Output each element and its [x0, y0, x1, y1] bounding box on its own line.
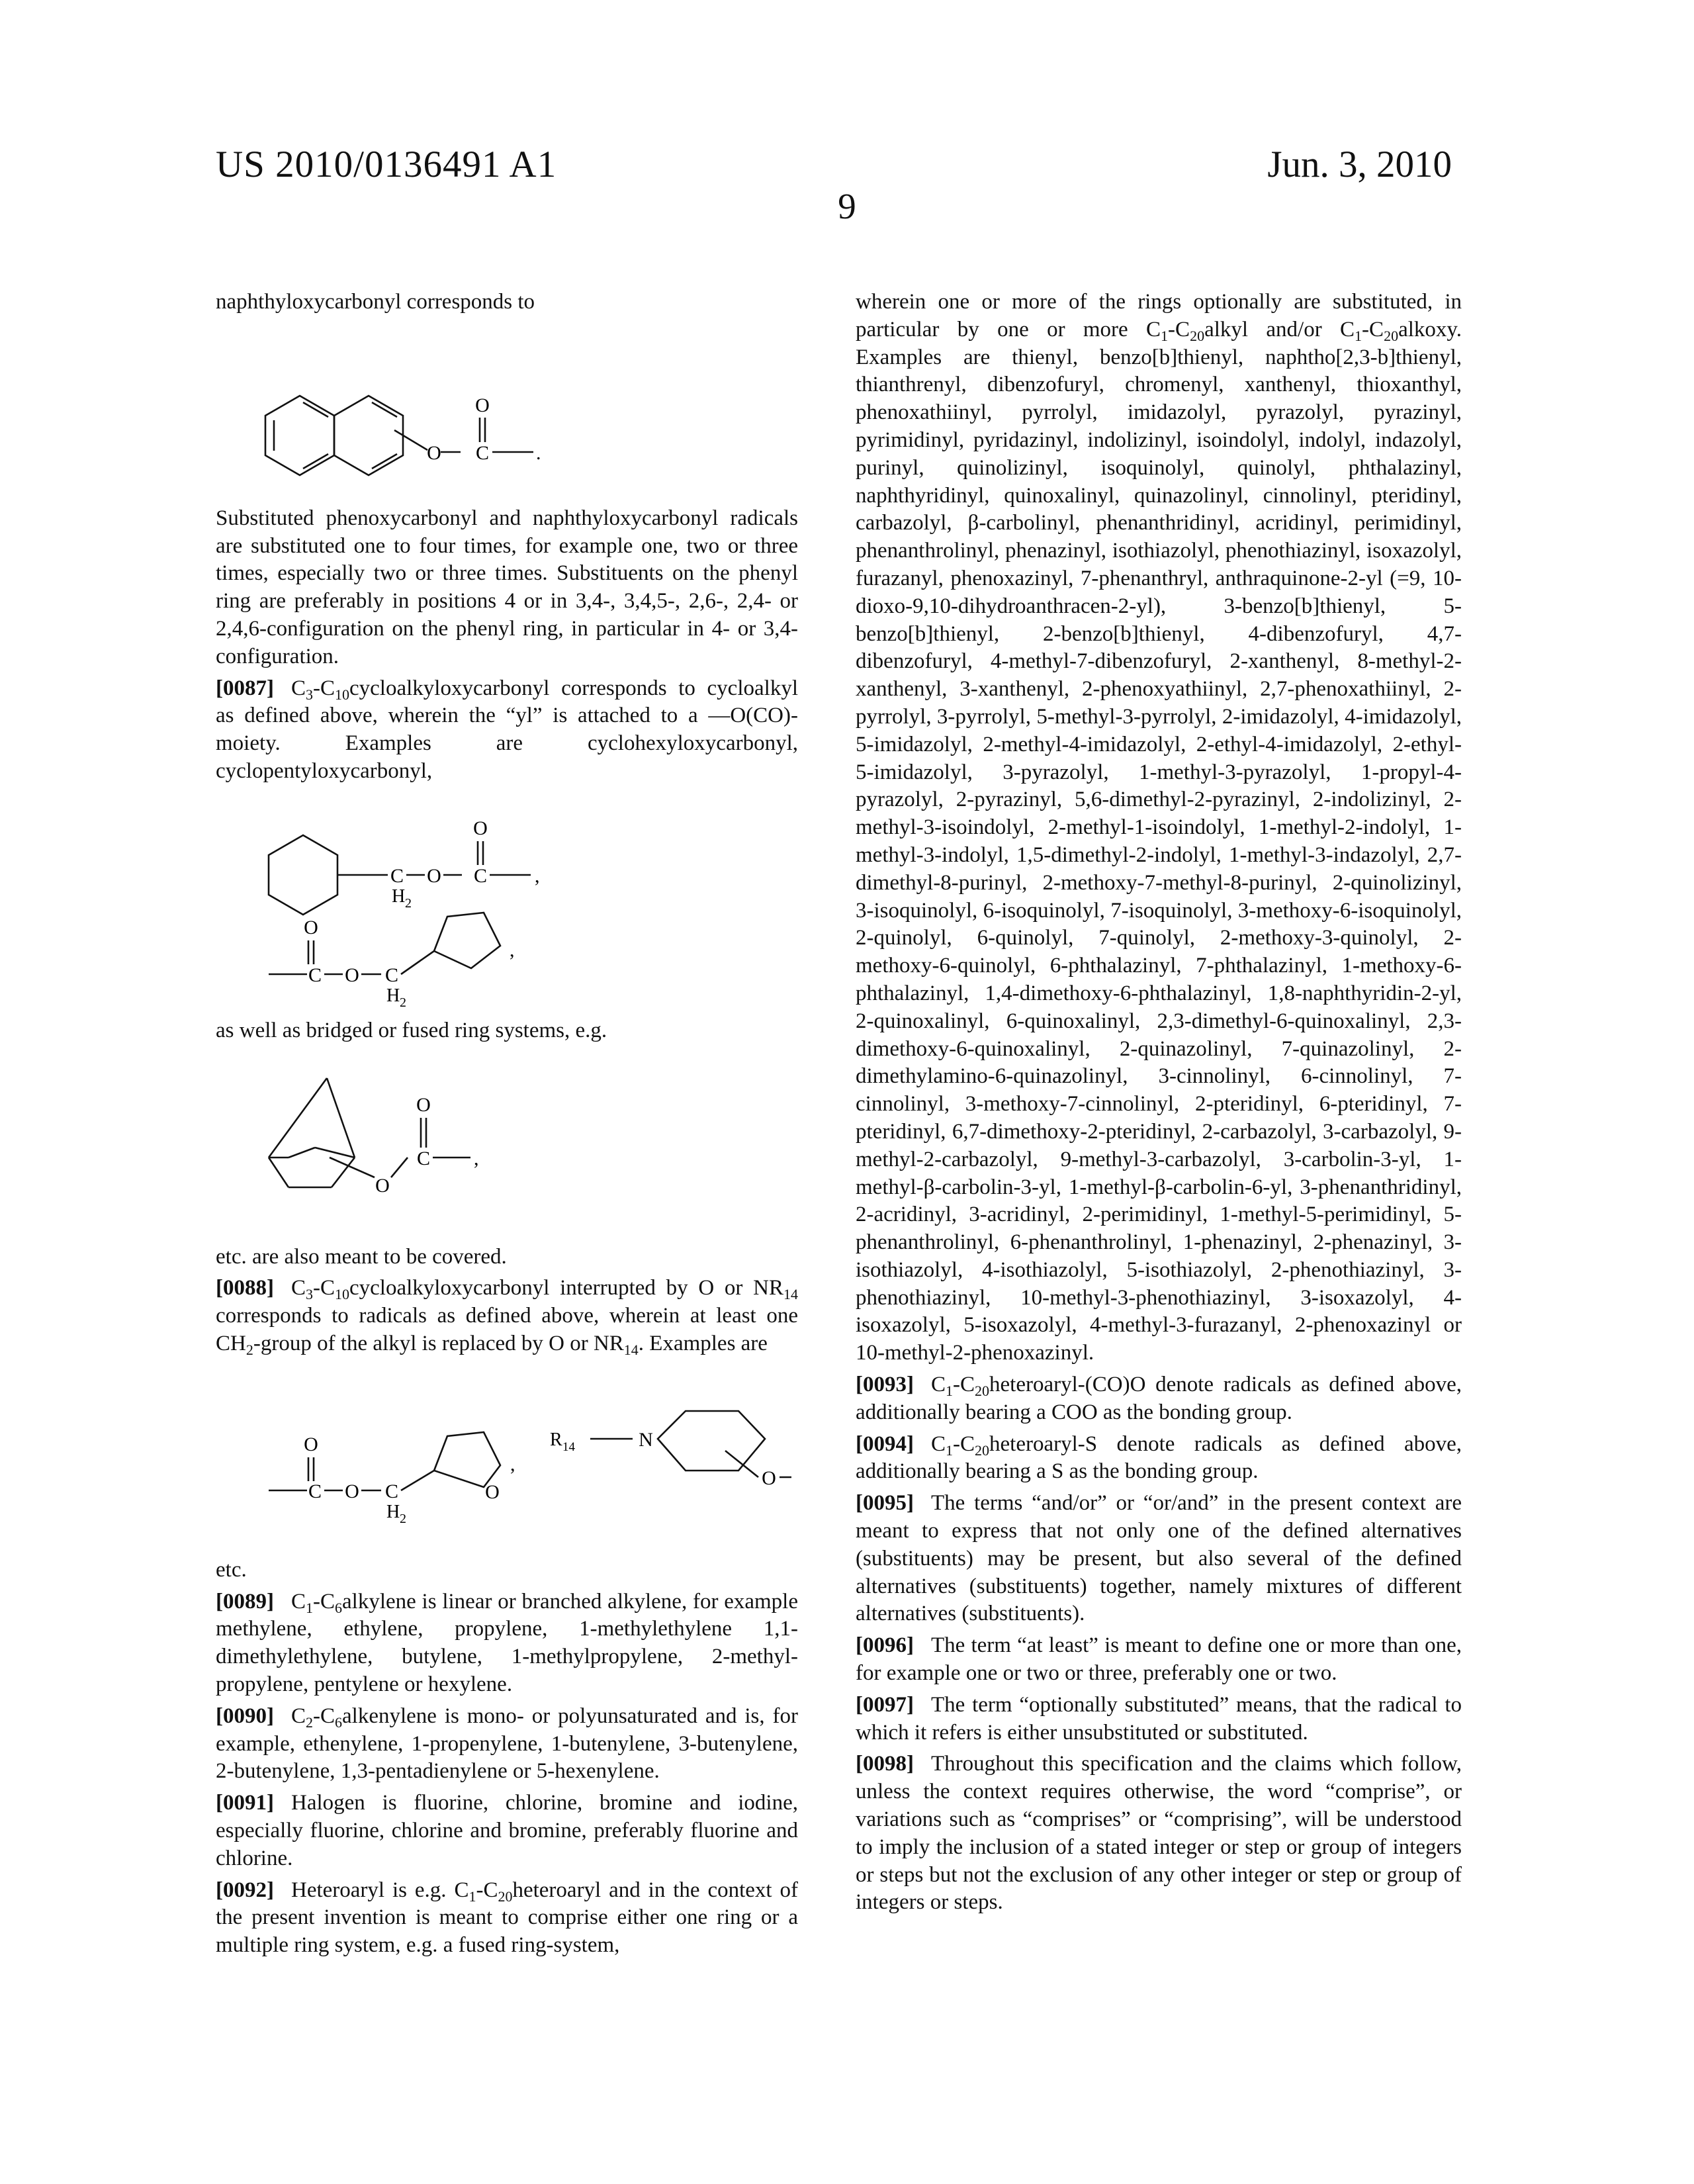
publication-date: Jun. 3, 2010: [1267, 143, 1452, 186]
ch2-sub: 2: [405, 896, 412, 911]
punct: ,: [474, 1148, 479, 1169]
paragraph-0089: [0089] C1-C6alkylene is linear or branched alkylene, for example methylene, ethylene, propylene, 1-methylethylene 1,1-dimethylethylene, butylene, 1-methylpropylene, 2-methyl-propylene, pentylene or hexylene.: [216, 1588, 798, 1699]
atom-o: O: [473, 817, 488, 839]
atom-c: C: [476, 442, 489, 464]
atom-c: C: [308, 1480, 322, 1502]
atom-c: C: [474, 865, 487, 887]
ch2-h: H: [386, 985, 400, 1006]
heterocyclic-oxycarbonyl-structures: [216, 1358, 798, 1557]
atom-c: C: [390, 865, 404, 887]
paragraph-0092: [0092] Heteroaryl is e.g. C1-C20heteroaryl and in the context of the present invention is meant to comprise either one ring or a multiple ring system, e.g. a fused ring-system,: [216, 1877, 798, 1960]
ch2-h: H: [386, 1502, 400, 1522]
cycloalkyloxycarbonyl-structures: [216, 786, 798, 1017]
paragraph-0097: [0097] The term “optionally substituted” means, that the radical to which it refers is either unsubstituted or substituted.: [856, 1692, 1462, 1747]
atom-o: O: [345, 1480, 359, 1502]
ch2-sub: 2: [400, 995, 406, 1010]
atom-c: C: [385, 1480, 398, 1502]
paragraph-0094: [0094] C1-C20heteroaryl-S denote radicals as defined above, additionally bearing a S as the bonding group.: [856, 1431, 1462, 1486]
atom-o: O: [304, 917, 318, 938]
bridged-ring-structure: [216, 1045, 798, 1244]
substituted-paragraph: Substituted phenoxycarbonyl and naphthyloxycarbonyl radicals are substituted one to four times, for example one, two or three times, especially two or three times. Substituents on the phenyl ring are preferably in positions 4 or in 3,4-, 3,4,5-, 2,6-, 2,4- or 2,4,6-configuration on the phenyl ring, in particular in 4- or 3,4-configuration.: [216, 505, 798, 671]
ch2-sub: 2: [400, 1512, 406, 1526]
naphthyloxycarbonyl-structure: [216, 316, 798, 505]
punct: ,: [535, 865, 540, 887]
r14-sub: 14: [562, 1440, 576, 1454]
paragraph-0095: [0095] The terms “and/or” or “or/and” in the present context are meant to express that not only one of the defined alternatives (substituents) may be present, but also several of the defined alternatives (substituents) together, namely mixtures of different alternatives (substituents).: [856, 1490, 1462, 1628]
atom-c: C: [385, 964, 398, 986]
bridged-intro: as well as bridged or fused ring systems, e.g.: [216, 1017, 798, 1045]
paragraph-0091: [0091] Halogen is fluorine, chlorine, bromine and iodine, especially fluorine, chlorine and bromine, preferably fluorine and chlorine.: [216, 1790, 798, 1872]
paragraph-0090: [0090] C2-C6alkenylene is mono- or polyunsaturated and is, for example, ethenylene, 1-propenylene, 1-butenylene, 3-butenylene, 2-butenylene, 1,3-pentadienylene or 5-hexenylene.: [216, 1703, 798, 1786]
r14-label: R: [550, 1430, 562, 1450]
page-number: 9: [0, 185, 1694, 227]
atom-c: C: [417, 1148, 430, 1169]
atom-o: O: [416, 1094, 431, 1116]
naphthyloxycarbonyl-intro: naphthyloxycarbonyl corresponds to: [216, 289, 798, 316]
left-column: [216, 289, 798, 1960]
punct: .: [536, 442, 541, 464]
paragraph-0098: [0098] Throughout this specification and the claims which follow, unless the context requires otherwise, the word “comprise”, or variations such as “comprises” or “comprising”, will be understood to imply the inclusion of a stated integer or step or group of integers or steps but not the exclusion of any other integer or step or group of integers or steps.: [856, 1751, 1462, 1917]
atom-n: N: [639, 1429, 653, 1451]
atom-c: C: [308, 964, 322, 986]
heteroaryl-continuation: wherein one or more of the rings optionally are substituted, in particular by one or more C1-C20alkyl and/or C1-C20alkoxy. Examples are thienyl, benzo[b]thienyl, naphtho[2,3-b]thienyl, thianthrenyl, dibenzofuryl, chromenyl, xanthenyl, thioxanthyl, phenoxathiinyl, pyrrolyl, imidazolyl, pyrazolyl, pyrazinyl, pyrimidinyl, pyridazinyl, indolizinyl, isoindolyl, indolyl, indazolyl, purinyl, quinolizinyl, isoquinolyl, quinolyl, phthalazinyl, naphthyridinyl, quinoxalinyl, quinazolinyl, cinnolinyl, pteridinyl, carbazolyl, β-carbolinyl, phenanthridinyl, acridinyl, perimidinyl, phenanthrolinyl, phenazinyl, isothiazolyl, phenothiazinyl, isoxazolyl, furazanyl, phenoxazinyl, 7-phenanthryl, anthraquinone-2-yl (=9, 10-dioxo-9,10-dihydroanthracen-2-yl), 3-benzo[b]thienyl, 5-benzo[b]thienyl, 2-benzo[b]thienyl, 4-dibenzofuryl, 4,7-dibenzofuryl, 4-methyl-7-dibenzofuryl, 2-xanthenyl, 8-methyl-2-xanthenyl, 3-xanthenyl, 2-phenoxyathiinyl, 2,7-phenoxathiinyl, 2-pyrrolyl, 3-pyrrolyl, 5-methyl-3-pyrrolyl, 2-imidazolyl, 4-imidazolyl, 5-imidazolyl, 2-methyl-4-imidazolyl, 2-ethyl-4-imidazolyl, 2-ethyl-5-imidazolyl, 3-pyrazolyl, 1-methyl-3-pyrazolyl, 1-propyl-4-pyrazolyl, 2-pyrazinyl, 5,6-dimethyl-2-pyrazinyl, 2-indolizinyl, 2-methyl-3-isoindolyl, 2-methyl-1-isoindolyl, 1-methyl-2-indolyl, 1-methyl-3-indolyl, 1,5-dimethyl-2-indolyl, 1-methyl-3-indazolyl, 2,7-dimethyl-8-purinyl, 2-methoxy-7-methyl-8-purinyl, 2-quinolizinyl, 3-isoquinolyl, 6-isoquinolyl, 7-isoquinolyl, 3-methoxy-6-isoquinolyl, 2-quinolyl, 6-quinolyl, 7-quinolyl, 2-methoxy-3-quinolyl, 2-methoxy-6-quinolyl, 6-phthalazinyl, 7-phthalazinyl, 1-methoxy-6-phthalazinyl, 1,4-dimethoxy-6-phthalazinyl, 1,8-naphthyridin-2-yl, 2-quinoxalinyl, 6-quinoxalinyl, 2,3-dimethyl-6-quinoxalinyl, 2,3-dimethoxy-6-quinoxalinyl, 2-quinazolinyl, 7-quinazolinyl, 2-dimethylamino-6-quinazolinyl, 3-cinnolinyl, 6-cinnolinyl, 7-cinnolinyl, 3-methoxy-7-cinnolinyl, 2-pteridinyl, 6-pteridinyl, 7-pteridinyl, 6,7-dimethoxy-2-pteridinyl, 2-carbazolyl, 3-carbazolyl, 9-methyl-2-carbazolyl, 9-methyl-3-carbazolyl, 3-carbolin-3-yl, 1-methyl-β-carbolin-3-yl, 1-methyl-β-carbolin-6-yl, 3-phenanthridinyl, 2-acridinyl, 3-acridinyl, 2-perimidinyl, 1-methyl-5-perimidinyl, 5-phenanthrolinyl, 6-phenanthrolinyl, 1-phenazinyl, 2-phenazinyl, 3-isothiazolyl, 4-isothiazolyl, 5-isothiazolyl, 2-phenothiazinyl, 3-phenothiazinyl, 10-methyl-3-phenothiazinyl, 3-isoxazolyl, 4-isoxazolyl, 5-isoxazolyl, 4-methyl-3-furazanyl, 2-phenoxazinyl or 10-methyl-2-phenoxazinyl.: [856, 289, 1462, 1367]
paragraph-0088: [0088] C3-C10cycloalkyloxycarbonyl interrupted by O or NR14 corresponds to radicals as defined above, wherein at least one CH2-group of the alkyl is replaced by O or NR14. Examples are: [216, 1275, 798, 1357]
atom-o: O: [304, 1433, 318, 1455]
atom-o: O: [375, 1175, 390, 1197]
ch2-h: H: [392, 886, 405, 907]
paragraph-0093: [0093] C1-C20heteroaryl-(CO)O denote radicals as defined above, additionally bearing a COO as the bonding group.: [856, 1371, 1462, 1427]
atom-o: O: [762, 1467, 776, 1489]
atom-o: O: [427, 442, 441, 464]
atom-o: O: [485, 1481, 500, 1503]
patent-number: US 2010/0136491 A1: [216, 143, 557, 186]
atom-o: O: [345, 964, 359, 986]
right-column: [856, 289, 1462, 1917]
atom-o: O: [475, 394, 490, 416]
paragraph-0096: [0096] The term “at least” is meant to define one or more than one, for example one or two or three, preferably one or two.: [856, 1632, 1462, 1688]
punct: ,: [510, 939, 515, 961]
covered-text: etc. are also meant to be covered.: [216, 1244, 798, 1271]
atom-o: O: [427, 865, 441, 887]
punct: ,: [510, 1453, 515, 1475]
etc-text: etc.: [216, 1557, 798, 1584]
paragraph-0087: [0087] C3-C10cycloalkyloxycarbonyl corresponds to cycloalkyl as defined above, wherein the “yl” is attached to a —O(CO)-moiety. Examples are cyclohexyloxycarbonyl, cyclopentyloxycarbonyl,: [216, 675, 798, 786]
